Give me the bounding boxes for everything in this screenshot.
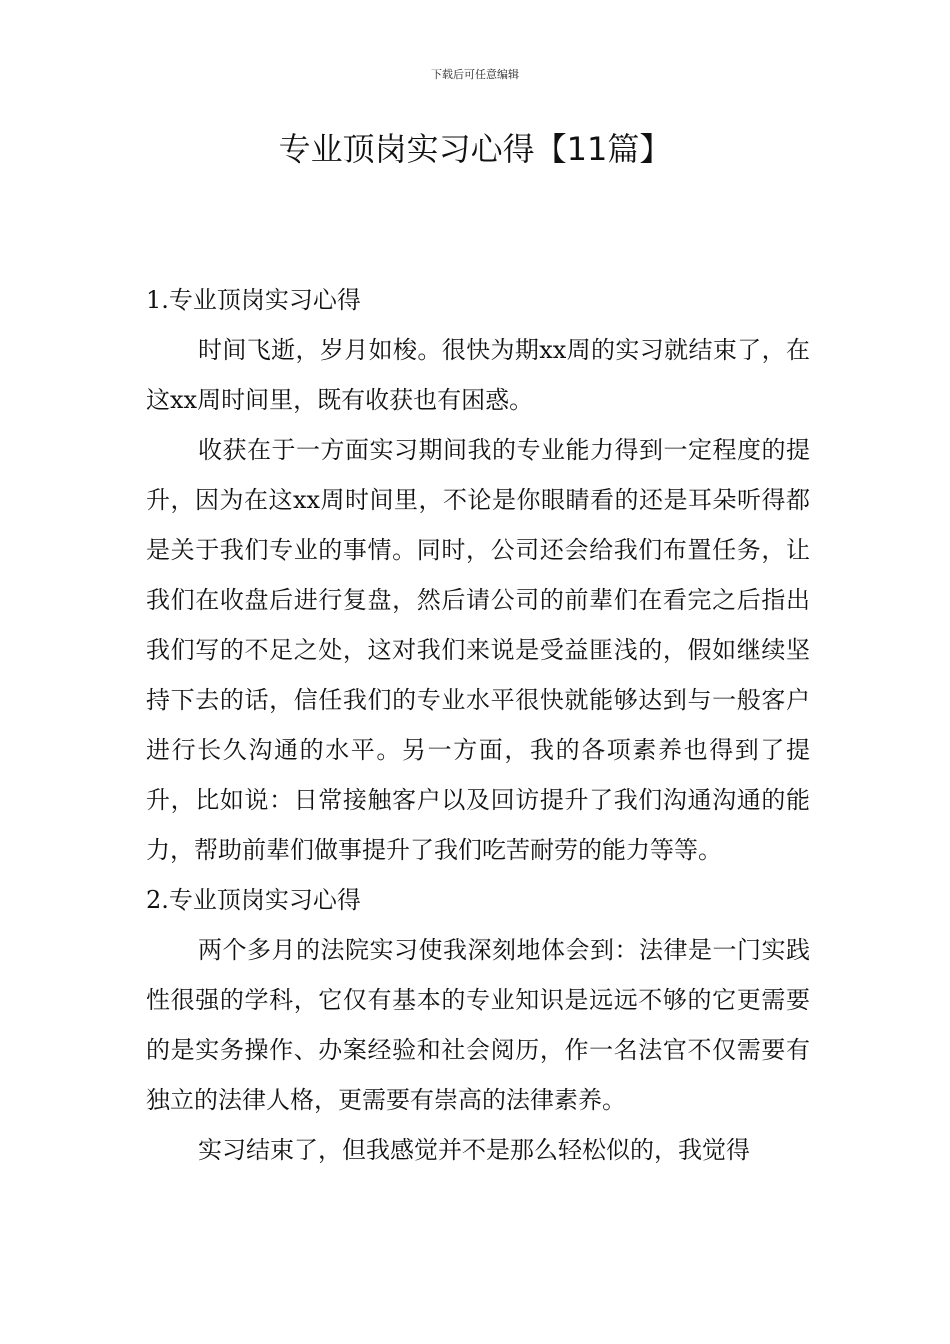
document-title: 专业顶岗实习心得【11篇】 bbox=[278, 130, 672, 168]
paragraph: 两个多月的法院实习使我深刻地体会到：法律是一门实践性很强的学科，它仅有基本的专业知识是远远不够的它更需要的是实务操作、办案经验和社会阅历，作一名法官不仅需要有独立的法律人格，更需要有崇高的法律素养。 bbox=[146, 936, 810, 1114]
section-heading: 2.专业顶岗实习心得 bbox=[146, 886, 361, 914]
header-note: 下载后可任意编辑 bbox=[431, 68, 519, 81]
paragraph: 实习结束了，但我感觉并不是那么轻松似的，我觉得 bbox=[198, 1136, 750, 1164]
paragraph: 收获在于一方面实习期间我的专业能力得到一定程度的提升，因为在这xx周时间里，不论是你眼睛看的还是耳朵听得都是关于我们专业的事情。同时，公司还会给我们布置任务，让我们在收盘后进行复盘，然后请公司的前辈们在看完之后指出我们写的不足之处，这对我们来说是受益匪浅的，假如继续坚持下去的话，信任我们的专业水平很快就能够达到与一般客户进行长久沟通的水平。另一方面，我的各项素养也得到了提升，比如说：日常接触客户以及回访提升了我们沟通沟通的能力，帮助前辈们做事提升了我们吃苦耐劳的能力等等。 bbox=[146, 436, 810, 864]
paragraph: 时间飞逝，岁月如梭。很快为期xx周的实习就结束了，在这xx周时间里，既有收获也有困惑。 bbox=[146, 336, 810, 414]
section-heading: 1.专业顶岗实习心得 bbox=[146, 286, 361, 314]
document-body bbox=[146, 275, 810, 1175]
